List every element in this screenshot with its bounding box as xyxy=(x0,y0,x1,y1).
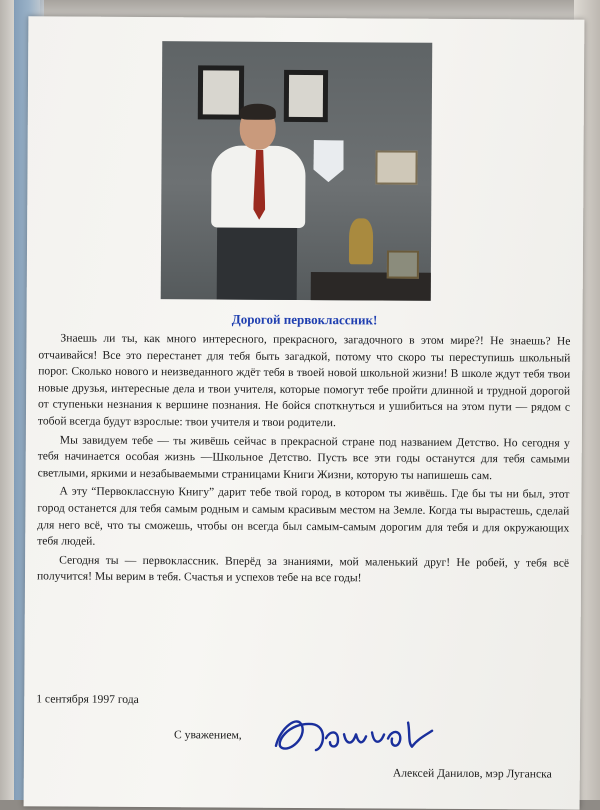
letter-paragraph: Знаешь ли ты, как много интересного, прекрасного, загадочного в этом мире?! Не знаешь? Не отчаивайся! Все это перестанет для тебя быть загадкой, потому что скоро ты переступишь школьный порог. Сколько нового и неизведанного ждёт тебя в твоей новой школьной жизни! В школе ждут тебя твои новые друзья, интересные дела и твои учителя, которые помогут тебе пройти длинной и трудной дорогой от ступеньки незнания к вершине познания. Не бойся споткнуться и ушибиться на этом пути — рядом с тобой всегда будут взрослые: твои учителя и твои родители. xyxy=(37,331,571,430)
mayor-photo xyxy=(161,41,433,301)
letter-body xyxy=(37,330,571,588)
pennant xyxy=(313,140,343,182)
desk-photo-frame xyxy=(387,251,419,279)
letter-paragraph: Мы завидуем тебе — ты живёшь сейчас в прекрасной стране под названием Детство. Но сегодня у тебя начинается особая жизнь —Школьное Детство. Пусть все эти годы останутся для тебя самыми светлыми, яркими и незабываемыми страницами Книги Жизни, которую ты напишешь сам. xyxy=(37,433,570,482)
wall-frame-left xyxy=(198,65,244,119)
wall-frame-right xyxy=(284,70,328,122)
letter-paragraph: Сегодня ты — первоклассник. Вперёд за знаниями, мой маленький друг! Не робей, у тебя всё получится! Мы верим в тебя. Счастья и успехов тебе на все годы! xyxy=(36,553,570,585)
letter-heading: Дорогой первоклассник! xyxy=(231,311,378,328)
letter-regards: С уважением, xyxy=(173,728,242,742)
letter-date: 1 сентября 1997 года xyxy=(36,692,139,706)
letter-paragraph: А эту “Первоклассную Книгу” дарит тебе твой город, в котором ты живёшь. Где бы ты ни был, этот город останется для тебя самым родным и самым красивым местом на Земле. Когда ты вырастешь, сделай для него всё, что ты сможешь, чтобы он всегда был самым-самым дорогим для тебя и для окружающих тебя людей. xyxy=(37,484,570,548)
letter-author: Алексей Данилов, мэр Луганска xyxy=(392,766,552,781)
person-trousers xyxy=(217,223,297,300)
handwritten-signature xyxy=(268,708,438,761)
statuette xyxy=(349,218,373,264)
person-hair xyxy=(240,104,276,120)
wall-certificate xyxy=(375,150,417,184)
book-page xyxy=(24,16,585,809)
